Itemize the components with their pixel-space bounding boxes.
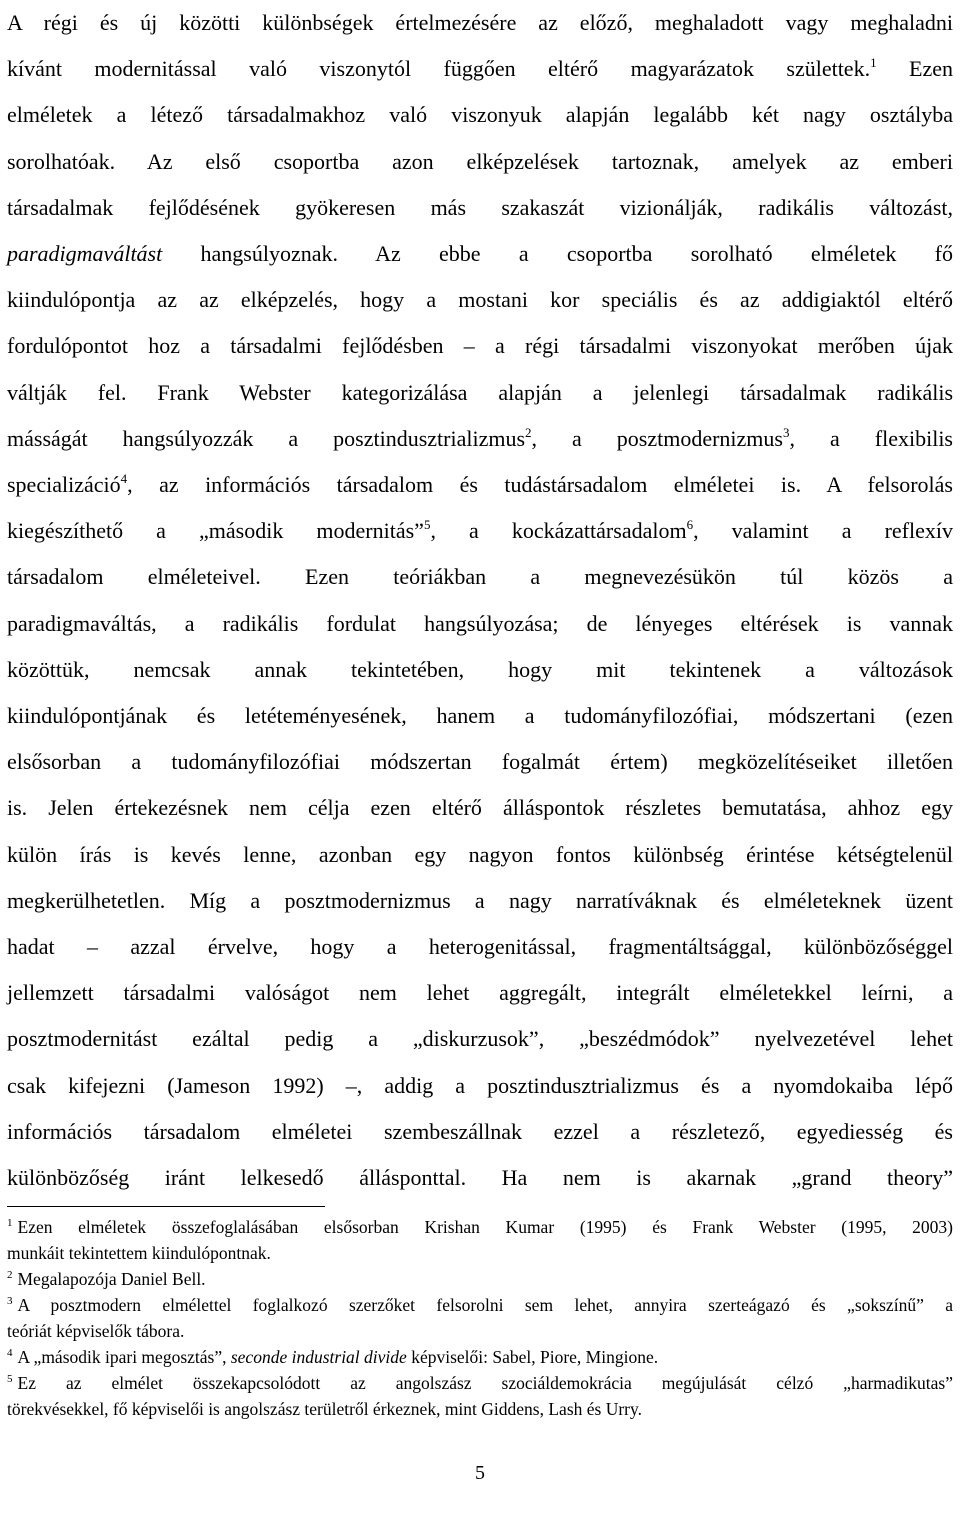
footnote-ref[interactable]: 5: [423, 517, 431, 533]
text-line: [7, 970, 953, 1016]
text-span: elméletek a létező társadalmakhoz való viszonyuk alapján legalább két nagy osztályba: [7, 102, 953, 128]
text-line: [7, 693, 953, 739]
text-span: információs társadalom elméletei szembeszállnak ezzel a részletező, egyediesség és: [7, 1118, 953, 1144]
footnote-text: Ezen elméletek összefoglalásában elsősorban Krishan Kumar (1995) és Frank Webster (1995, 2003): [17, 1217, 953, 1237]
footnote-4: [7, 1344, 953, 1370]
footnote-line: [7, 1370, 953, 1396]
footnote-line: [7, 1214, 953, 1240]
text-span: posztmodernitást ezáltal pedig a „diskurzusok”, „beszédmódok” nyelvezetével lehet: [7, 1026, 953, 1052]
footnote-number: 5: [7, 1373, 13, 1385]
footnote-text: A posztmodern elmélettel foglalkozó szerzőket felsorolni sem lehet, annyira szerteágazó és „sokszínű” a: [17, 1295, 953, 1315]
text-span: külön írás is kevés lenne, azonban egy nagyon fontos különbség érintése kétségtelenül: [7, 841, 953, 867]
text-line: [7, 416, 953, 462]
text-line: [7, 832, 953, 878]
footnote-emphasis: seconde industrial divide: [230, 1347, 407, 1367]
footnote-separator: [7, 1206, 325, 1207]
footnotes: [7, 1214, 953, 1422]
text-span: kiindulópontjának és letéteményesének, hanem a tudományfilozófiai, módszertani (ezen: [7, 703, 953, 729]
text-span: kiindulópontja az az elképzelés, hogy a mostani kor speciális és az addigiaktól eltérő: [7, 287, 953, 313]
footnote-ref[interactable]: 4: [120, 471, 128, 487]
footnote-line: teóriát képviselők tábora.: [7, 1321, 185, 1341]
text-span: specializáció: [7, 472, 121, 498]
text-line: [7, 647, 953, 693]
text-span: társadalmak fejlődésének gyökeresen más szakaszát vizionálják, radikális változást,: [7, 194, 953, 220]
text-line: [7, 1016, 953, 1062]
text-line: [7, 739, 953, 785]
text-line: [7, 370, 953, 416]
footnote-line: törekvésekkel, fő képviselői is angolszász területről érkeznek, mint Giddens, Lash és Urry.: [7, 1399, 642, 1419]
main-text: [7, 0, 953, 1201]
text-span: , valamint a reflexív: [693, 518, 953, 544]
text-span: kiegészíthető a „második modernitás”: [7, 518, 424, 544]
text-span: jellemzett társadalmi valóságot nem lehet aggregált, integrált elméletekkel leírni, a: [7, 980, 953, 1006]
text-span: is. Jelen értekezésnek nem célja ezen eltérő álláspontok részletes bemutatása, ahhoz egy: [7, 795, 953, 821]
text-line: [7, 323, 953, 369]
text-line: [7, 785, 953, 831]
footnote-ref[interactable]: 6: [686, 517, 694, 533]
footnote-line: [7, 1266, 953, 1292]
text-span: fordulópontot hoz a társadalmi fejlődésben – a régi társadalmi viszonyokat merőben újak: [7, 333, 953, 359]
text-span: , a posztmodernizmus: [531, 425, 783, 451]
footnote-text: Ez az elmélet összekapcsolódott az angolszász szociáldemokrácia megújulását célzó „harmadikutas”: [17, 1373, 953, 1393]
text-line: [7, 508, 953, 554]
footnote-3: [7, 1292, 953, 1344]
page-number: 5: [475, 1462, 485, 1484]
text-line: [7, 277, 953, 323]
text-line: [7, 601, 953, 647]
emphasis-text: paradigmaváltást: [7, 241, 163, 267]
text-span: , a kockázattársadalom: [430, 518, 687, 544]
footnote-line: [7, 1344, 953, 1370]
text-span: A régi és új közötti különbségek értelmezésére az előző, meghaladott vagy meghaladni: [7, 10, 953, 35]
text-span: kívánt modernitással való viszonytól függően eltérő magyarázatok születtek.: [7, 56, 871, 82]
footnote-text: Megalapozója Daniel Bell.: [17, 1269, 206, 1289]
text-span: társadalom elméleteivel. Ezen teóriákban a megnevezésükön túl közös a: [7, 564, 953, 590]
footnote-2: [7, 1266, 953, 1292]
text-span: másságát hangsúlyozzák a posztindusztrializmus: [7, 425, 526, 451]
footnote-text: A „második ipari megosztás”,: [17, 1347, 231, 1367]
text-span: közöttük, nemcsak annak tekintetében, hogy mit tekintenek a változások: [7, 656, 953, 682]
text-span: paradigmaváltás, a radikális fordulat hangsúlyozása; de lényeges eltérések is vannak: [7, 610, 953, 636]
text-line: [7, 0, 953, 46]
text-line: [7, 231, 953, 277]
footnote-number: 1: [7, 1217, 13, 1229]
text-line: [7, 878, 953, 924]
footnote-line: munkáit tekintettem kiindulópontnak.: [7, 1243, 271, 1263]
footnote-5: [7, 1370, 953, 1422]
text-line: [7, 462, 953, 508]
footnote-number: 3: [7, 1295, 13, 1307]
text-span: sorolhatóak. Az első csoportba azon elképzelések tartoznak, amelyek az emberi: [7, 148, 953, 174]
text-span: váltják fel. Frank Webster kategorizálása alapján a jelenlegi társadalmak radikális: [7, 379, 953, 405]
footnote-ref[interactable]: 2: [525, 424, 532, 440]
text-line: [7, 554, 953, 600]
footnote-text: képviselői: Sabel, Piore, Mingione.: [406, 1347, 659, 1367]
footnote-number: 2: [7, 1269, 13, 1281]
text-span: megkerülhetetlen. Míg a posztmodernizmus a nagy narratíváknak és elméleteknek üzent: [7, 887, 953, 913]
text-line: [7, 924, 953, 970]
footnote-1: [7, 1214, 953, 1266]
footnote-ref[interactable]: 3: [783, 424, 790, 440]
text-span: csak kifejezni (Jameson 1992) –, addig a posztindusztrializmus és a nyomdokaiba lépő: [7, 1072, 953, 1098]
text-line: [7, 185, 953, 231]
text-span: , a flexibilis: [789, 425, 953, 451]
text-span: hadat – azzal érvelve, hogy a heterogenitással, fragmentáltsággal, különbözőséggel: [7, 934, 953, 960]
text-span: , az információs társadalom és tudástársadalom elméletei is. A felsorolás: [127, 472, 953, 498]
text-span: Ezen: [876, 56, 953, 82]
text-span: elsősorban a tudományfilozófiai módszertan fogalmát értem) megközelítéseiket illetően: [7, 749, 953, 775]
footnote-ref[interactable]: 1: [870, 55, 877, 71]
text-line: [7, 139, 953, 185]
text-line: [7, 46, 953, 92]
footnote-number: 4: [7, 1347, 13, 1359]
footnote-line: [7, 1292, 953, 1318]
text-span: hangsúlyoznak. Az ebbe a csoportba sorolható elméletek fő: [162, 241, 953, 267]
text-line: [7, 1155, 953, 1201]
text-line: [7, 92, 953, 138]
text-line: [7, 1109, 953, 1155]
text-line: [7, 1063, 953, 1109]
text-span: különbözőség iránt lelkesedő állásponttal. Ha nem is akarnak „grand theory”: [7, 1165, 953, 1191]
